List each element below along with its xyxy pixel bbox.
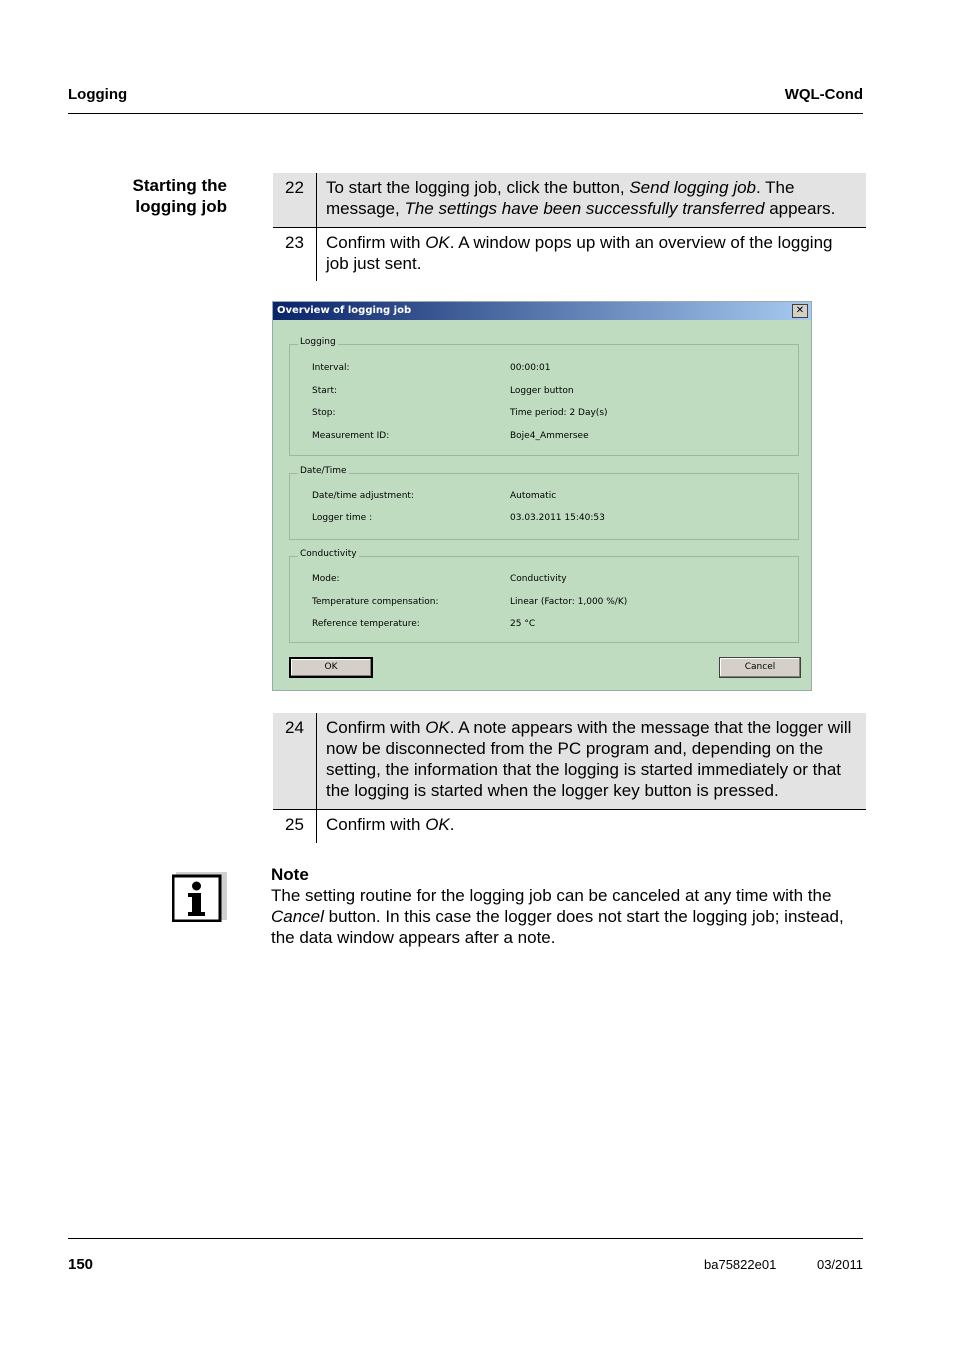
document-date: 03/2011 — [816, 1257, 863, 1272]
field-value: 03.03.2011 15:40:53 — [510, 513, 605, 523]
note-title: Note — [271, 865, 309, 884]
note-block — [271, 864, 861, 948]
field-label: Logger time : — [312, 513, 373, 523]
step-row — [273, 713, 866, 810]
header-rule — [68, 113, 863, 114]
field-label: Measurement ID: — [312, 431, 390, 441]
step-number: 24 — [273, 713, 317, 810]
field-value: 00:00:01 — [510, 363, 551, 373]
overview-dialog-screenshot — [272, 301, 812, 691]
cancel-button[interactable]: Cancel — [719, 657, 801, 678]
info-icon — [172, 870, 227, 922]
document-number: ba75822e01 — [704, 1257, 777, 1272]
dialog-title: Overview of logging job — [277, 305, 412, 316]
field-value: Automatic — [510, 491, 557, 501]
field-value: Conductivity — [510, 574, 567, 584]
step-text: To start the logging job, click the button, Send logging job. The message, The settings have been successfully transferred appears. — [317, 173, 867, 228]
field-value: Time period: 2 Day(s) — [510, 408, 608, 418]
running-header-product: WQL-Cond — [784, 86, 863, 103]
step-number: 22 — [273, 173, 317, 228]
step-text: Confirm with OK. A note appears with the message that the logger will now be disconnected from the PC program and, depending on the setting, the information that the logging is started immediately or that the logging is started when the logger key button is pressed. — [317, 713, 867, 810]
field-label: Date/time adjustment: — [312, 491, 414, 501]
group-conductivity — [289, 549, 799, 643]
step-number: 25 — [273, 810, 317, 844]
ok-button[interactable]: OK — [289, 657, 373, 678]
note-text: The setting routine for the logging job can be canceled at any time with the Cancel button. In this case the logger does not start the logging job; instead, the data window appears after a note. — [271, 886, 844, 947]
field-value: 25 °C — [510, 619, 536, 629]
group-legend: Conductivity — [300, 549, 357, 559]
close-icon[interactable]: ✕ — [792, 304, 808, 318]
dialog-titlebar — [273, 302, 811, 320]
step-number: 23 — [273, 228, 317, 282]
section-title-line1: Starting the — [132, 176, 227, 195]
group-legend: Date/Time — [300, 466, 347, 476]
field-label: Temperature compensation: — [312, 597, 439, 607]
section-title — [100, 175, 227, 217]
field-label: Interval: — [312, 363, 350, 373]
running-header-section: Logging — [68, 86, 128, 103]
field-label: Reference temperature: — [312, 619, 420, 629]
field-value: Logger button — [510, 386, 574, 396]
step-row — [273, 810, 866, 844]
field-label: Start: — [312, 386, 338, 396]
steps-table-1 — [273, 173, 866, 281]
group-legend: Logging — [300, 337, 336, 347]
step-text: Confirm with OK. A window pops up with an overview of the logging job just sent. — [326, 233, 833, 273]
field-value: Boje4_Ammersee — [510, 431, 589, 441]
step-row — [273, 173, 866, 228]
group-logging — [289, 337, 799, 456]
steps-table-2 — [273, 713, 866, 843]
field-label: Mode: — [312, 574, 340, 584]
field-label: Stop: — [312, 408, 336, 418]
group-date-time — [289, 466, 799, 540]
field-value: Linear (Factor: 1,000 %/K) — [510, 597, 628, 607]
section-title-line2: logging job — [135, 197, 227, 216]
step-row — [273, 228, 866, 282]
page-number: 150 — [68, 1256, 94, 1273]
footer-rule — [68, 1238, 863, 1239]
step-text: Confirm with OK. — [326, 815, 455, 834]
